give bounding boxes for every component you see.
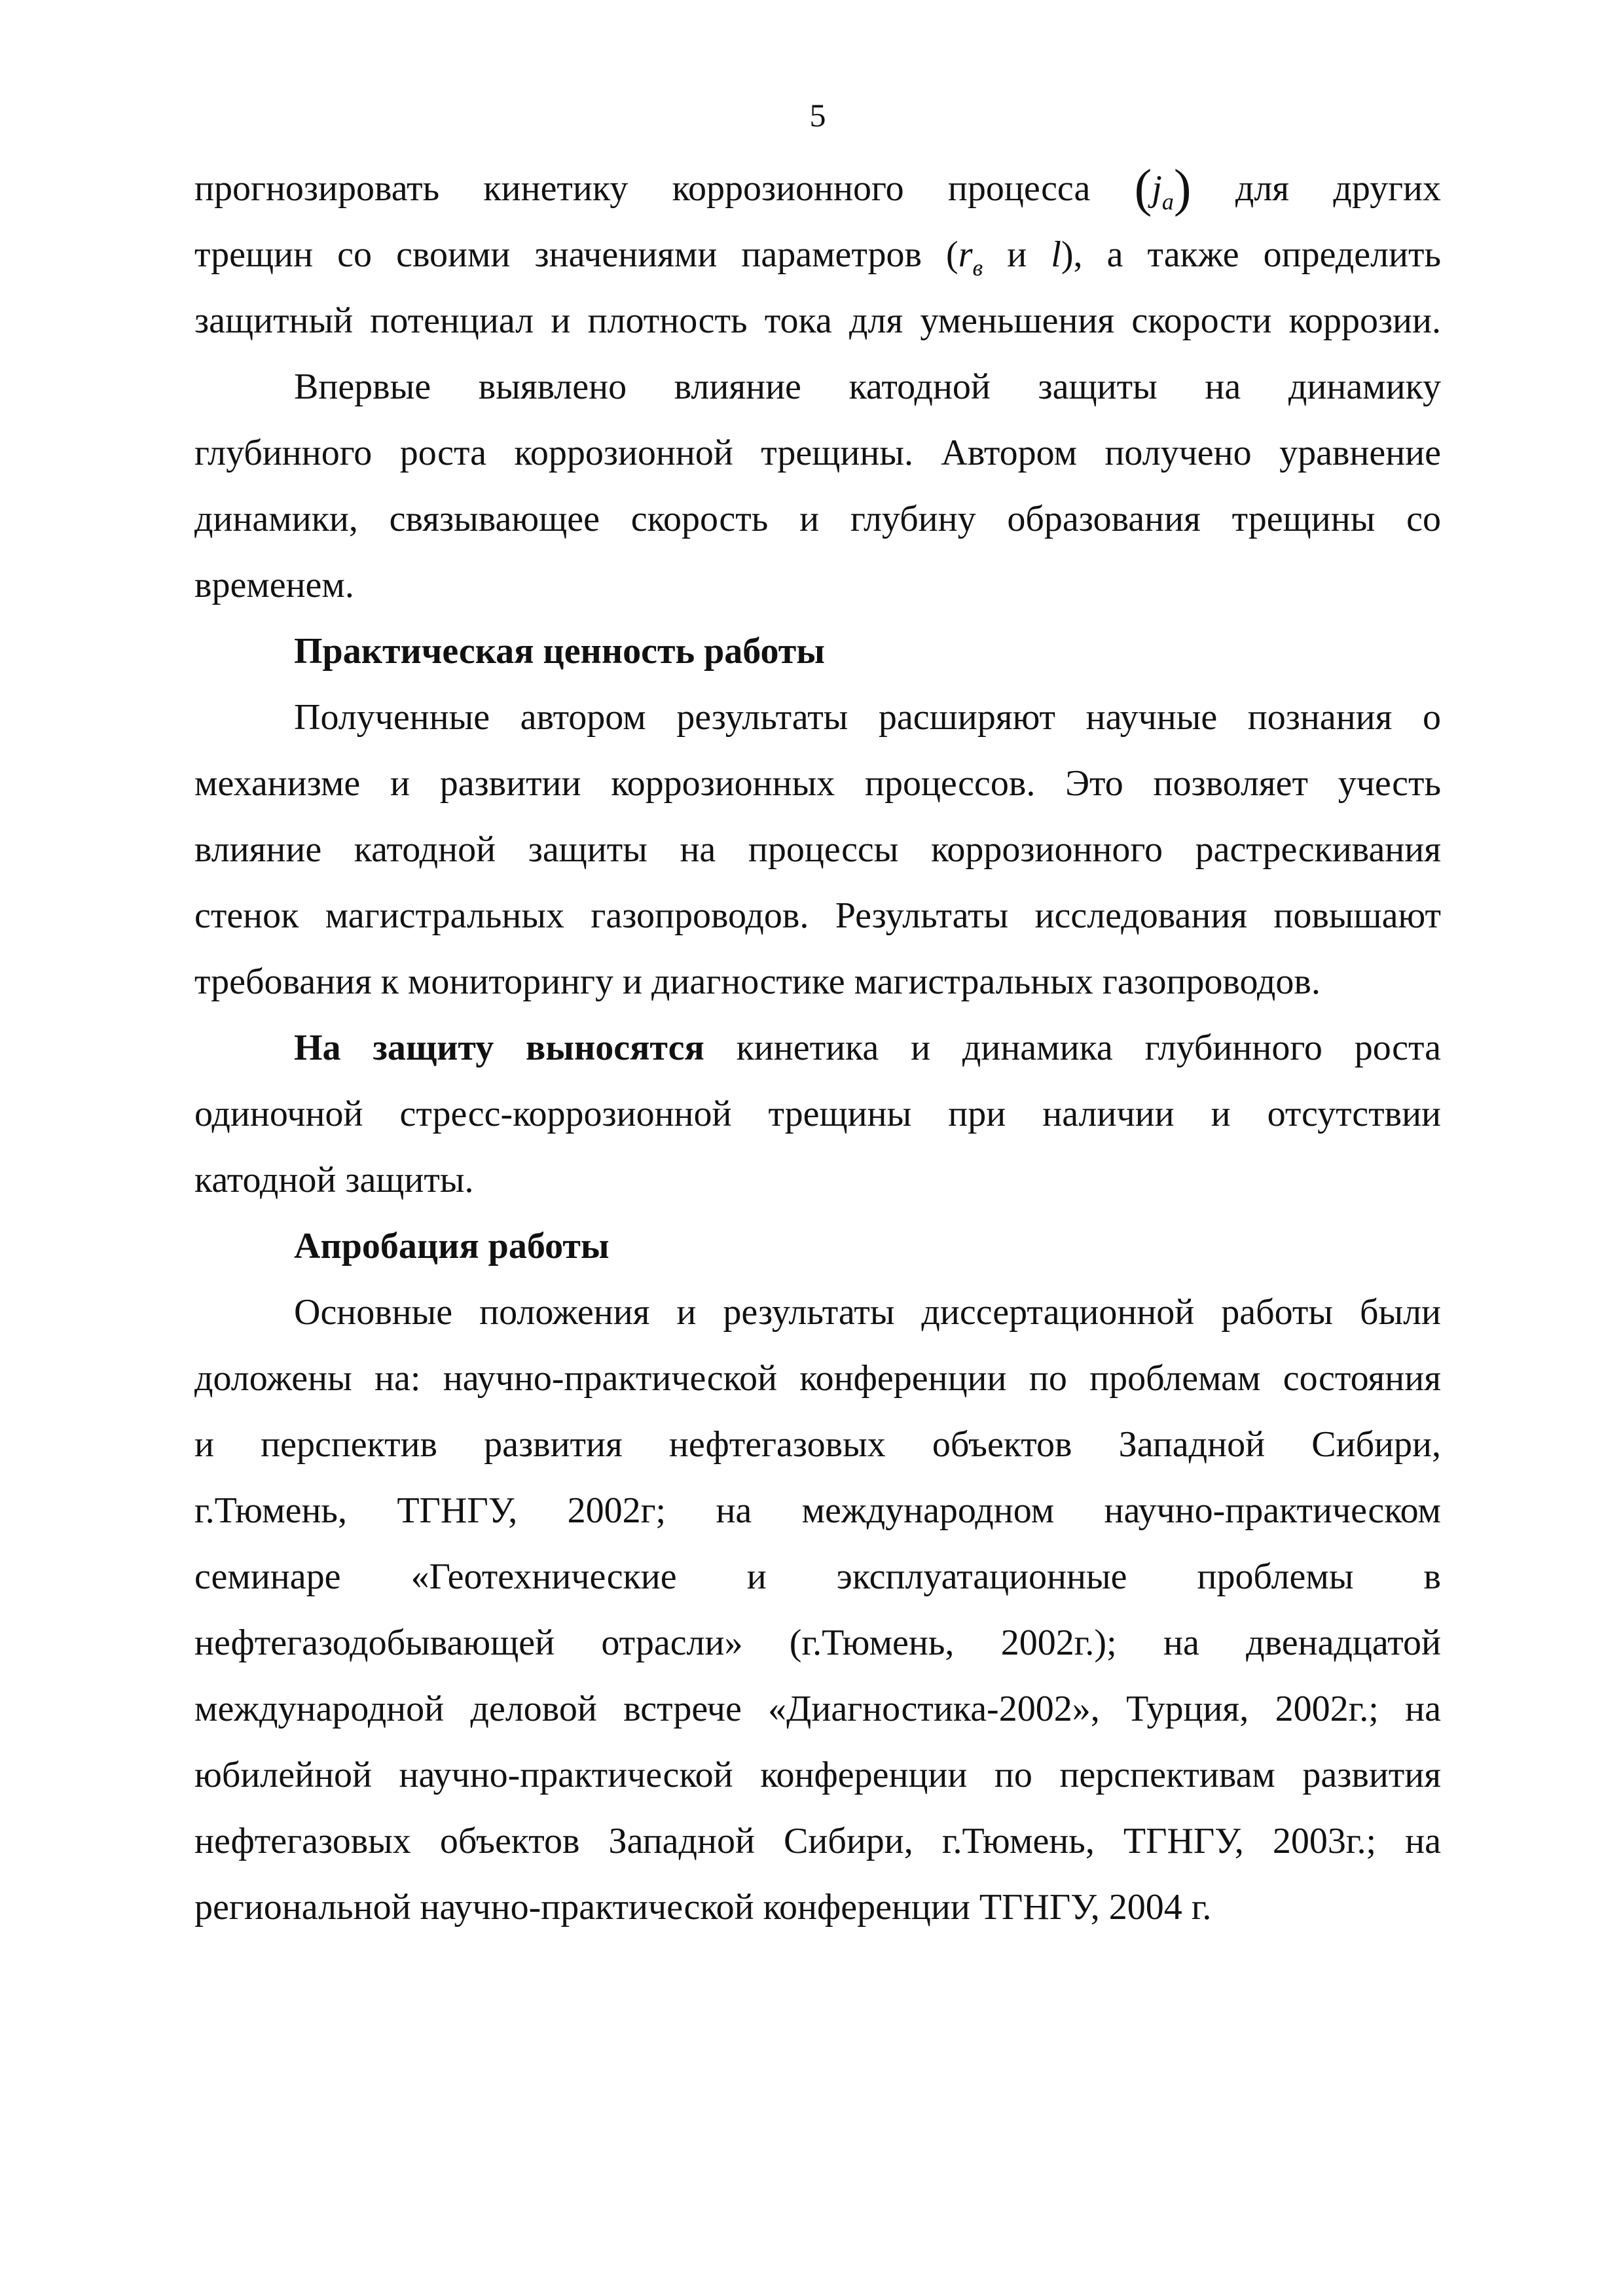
text-line: влияние катодной защиты на процессы коррозионного растрескивания xyxy=(194,829,1441,870)
text-line: юбилейной научно-практической конференции по перспективам развития xyxy=(194,1755,1441,1795)
text-line: региональной научно-практической конференции ТГНГУ, 2004 г. xyxy=(194,1887,1212,1928)
paragraph-start: Полученные автором результаты расширяют научные познания о xyxy=(294,697,1441,738)
body-text xyxy=(194,156,1441,1941)
text-line: защитный потенциал и плотность тока для уменьшения скорости коррозии. xyxy=(194,300,1441,341)
section-heading-practical-value: Практическая ценность работы xyxy=(294,631,825,672)
text-line: г.Тюмень, ТГНГУ, 2002г; на международном научно-практическом xyxy=(194,1490,1441,1531)
text-line: одиночной стресс-коррозионной трещины при наличии и отсутствии xyxy=(194,1094,1441,1134)
paragraph-start: Впервые выявлено влияние катодной защиты на динамику xyxy=(294,367,1441,407)
text-line: механизме и развитии коррозионных процессов. Это позволяет учесть xyxy=(194,763,1441,804)
text-line: международной деловой встрече «Диагностика-2002», Турция, 2002г.; на xyxy=(194,1689,1441,1729)
text-line: глубинного роста коррозионной трещины. Автором получено уравнение xyxy=(194,433,1441,473)
text-line: стенок магистральных газопроводов. Результаты исследования повышают xyxy=(194,895,1441,936)
text-line: трещин со своими значениями параметров ($r_в$ и l), а также определить xyxy=(194,234,1442,281)
text-line: динамики, связывающее скорость и глубину образования трещины со xyxy=(194,499,1441,539)
formula-rv: $r_в$ xyxy=(958,234,983,281)
text-line: нефтегазовых объектов Западной Сибири, г.Тюмень, ТГНГУ, 2003г.; на xyxy=(194,1821,1441,1861)
defense-statement-label: На защиту выносятся xyxy=(294,1028,704,1068)
paragraph-start: Основные положения и результаты диссертационной работы были xyxy=(294,1292,1441,1333)
text-line: требования к мониторингу и диагностике магистральных газопроводов. xyxy=(194,961,1321,1002)
section-heading-approbation: Апробация работы xyxy=(294,1226,610,1266)
page-number: 5 xyxy=(809,97,826,134)
text-line: доложены на: научно-практической конференции по проблемам состояния xyxy=(194,1358,1441,1399)
text-line: и перспектив развития нефтегазовых объектов Западной Сибири, xyxy=(194,1424,1441,1465)
paragraph-start: На защиту выносятся кинетика и динамика глубинного роста xyxy=(294,1028,1441,1068)
formula-l: l xyxy=(1051,234,1061,275)
formula-ja: $(j_a)$ xyxy=(1134,160,1192,217)
text-line: семинаре «Геотехнические и эксплуатационные проблемы в xyxy=(194,1556,1441,1597)
text-line: катодной защиты. xyxy=(194,1160,474,1200)
text-line: временем. xyxy=(194,565,354,605)
text-line: нефтегазодобывающей отрасли» (г.Тюмень, 2002г.); на двенадцатой xyxy=(194,1623,1441,1663)
text-line: прогнозировать кинетику коррозионного процесса $(j_a)$ для других xyxy=(194,160,1442,217)
